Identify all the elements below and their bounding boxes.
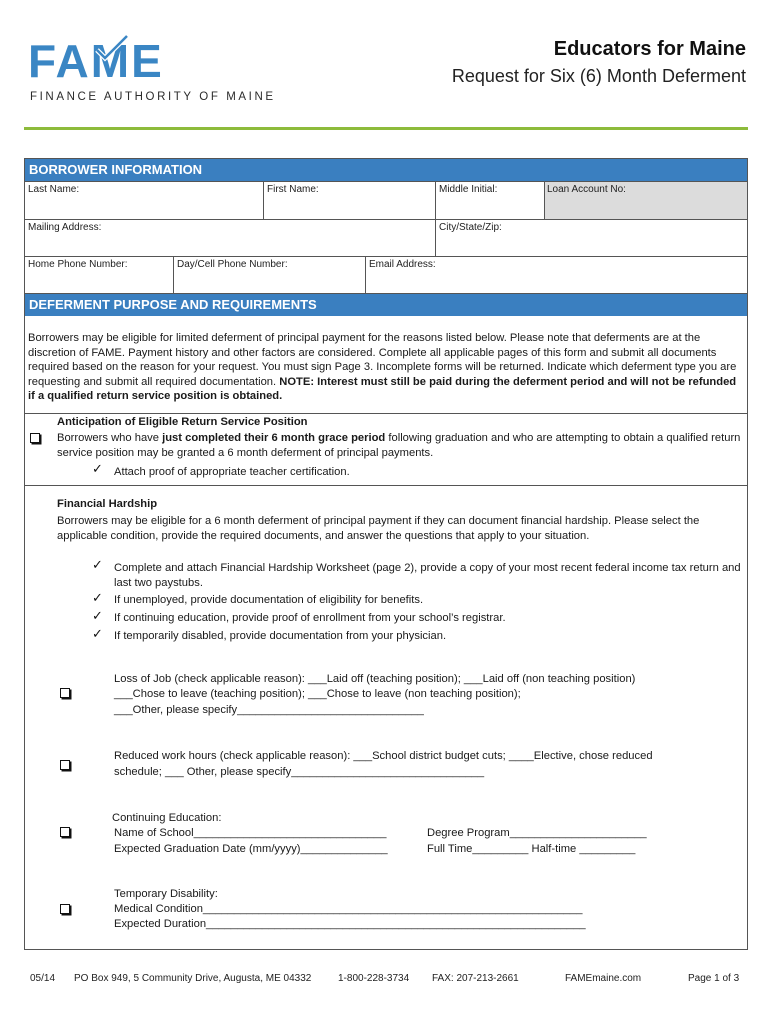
checkmark-icon: ✓	[92, 461, 103, 476]
hardship-requirement: If temporarily disabled, provide documentation from your physician.	[114, 630, 447, 642]
school-name-field[interactable]: Name of School_______________________________	[114, 827, 387, 839]
reduced-hours-checkbox[interactable]	[60, 760, 70, 770]
anticipation-text: Borrowers who have just completed their 6 month grace period following graduation and who are attempting to obtain a qualified return service position may be granted a 6 month deferment of principal payments.	[57, 432, 741, 459]
footer-address: PO Box 949, 5 Community Drive, Augusta, ME 04332	[74, 973, 312, 984]
loss-of-job-checkbox[interactable]	[60, 688, 70, 698]
anticipation-requirement: Attach proof of appropriate teacher certification.	[114, 466, 350, 478]
footer-phone: 1-800-228-3734	[338, 973, 410, 984]
hardship-requirement: If continuing education, provide proof of enrollment from your school’s registrar.	[114, 612, 506, 624]
cell-phone-field[interactable]: Day/Cell Phone Number:	[177, 259, 288, 270]
logo-wordmark: FAME	[28, 35, 164, 87]
city-state-zip-field[interactable]: City/State/Zip:	[439, 222, 502, 233]
reduced-hours-line[interactable]: schedule; ___ Other, please specify_______________________________	[114, 766, 485, 778]
deferment-intro: Borrowers may be eligible for limited deferment of principal payment for the reasons listed below. Please note that deferments are at the discretion of FAME. Payment history and other factors are considered. Complete all applicable pages of this form and submit all documents required based on the reason for your request. You must sign Page 3. Incomplete forms will be returned. Indicate which deferment type you are requesting and submit all required documentation. NOTE: Interest must still be paid during the deferment period and will not be refunded if a qualified return service position is obtained.	[28, 332, 737, 403]
form-date: 05/14	[30, 973, 56, 984]
medical-condition-field[interactable]: Medical Condition_____________________________________________________________	[114, 903, 583, 915]
home-phone-field[interactable]: Home Phone Number:	[28, 259, 128, 270]
anticipation-title: Anticipation of Eligible Return Service Position	[57, 416, 308, 428]
graduation-date-field[interactable]: Expected Graduation Date (mm/yyyy)______________	[114, 843, 388, 855]
logo-check-icon	[91, 34, 131, 64]
hardship-requirement: If unemployed, provide documentation of eligibility for benefits.	[114, 594, 424, 606]
header-divider	[24, 127, 748, 130]
enrollment-status-field[interactable]: Full Time_________ Half-time _________	[427, 843, 636, 855]
middle-initial-field[interactable]: Middle Initial:	[439, 184, 498, 195]
checkmark-icon: ✓	[92, 626, 103, 641]
hardship-requirement: Complete and attach Financial Hardship Worksheet (page 2), provide a copy of your most recent federal income tax return and last two paystubs.	[114, 562, 741, 589]
temporary-disability-checkbox[interactable]	[60, 904, 70, 914]
email-field[interactable]: Email Address:	[369, 259, 436, 270]
footer-website[interactable]: FAMEmaine.com	[565, 973, 642, 984]
disability-title: Temporary Disability:	[114, 888, 218, 900]
degree-program-field[interactable]: Degree Program______________________	[427, 827, 647, 839]
hardship-text: Borrowers may be eligible for a 6 month deferment of principal payment if they can document financial hardship. Please select the applicable condition, provide the required documents, and answer the questions that apply to your situation.	[57, 515, 700, 542]
borrower-section-heading: BORROWER INFORMATION	[25, 159, 747, 181]
logo-tagline: FINANCE AUTHORITY OF MAINE	[30, 91, 276, 103]
first-name-field[interactable]: First Name:	[267, 184, 319, 195]
mailing-address-field[interactable]: Mailing Address:	[28, 222, 102, 233]
fame-logo	[28, 35, 276, 108]
reduced-hours-line[interactable]: Reduced work hours (check applicable reason): ___School district budget cuts; ____Elective, chose reduced	[114, 750, 653, 762]
anticipation-checkbox[interactable]	[30, 433, 40, 443]
checkmark-icon: ✓	[92, 557, 103, 572]
footer-fax: FAX: 207-213-2661	[432, 973, 519, 984]
loss-of-job-line[interactable]: Loss of Job (check applicable reason): ___Laid off (teaching position); ___Laid off (non teaching position)	[114, 673, 636, 685]
form-frame	[24, 158, 748, 950]
loss-of-job-line[interactable]: ___Chose to leave (teaching position); ___Chose to leave (non teaching position);	[114, 688, 521, 700]
loan-account-field[interactable]: Loan Account No:	[547, 184, 626, 195]
last-name-field[interactable]: Last Name:	[28, 184, 80, 195]
education-title: Continuing Education:	[112, 812, 222, 824]
page-subtitle: Request for Six (6) Month Deferment	[451, 66, 746, 86]
expected-duration-field[interactable]: Expected Duration_____________________________________________________________	[114, 918, 586, 930]
loss-of-job-line[interactable]: ___Other, please specify______________________________	[114, 704, 424, 716]
checkmark-icon: ✓	[92, 608, 103, 623]
page-title: Educators for Maine	[553, 38, 746, 60]
deferment-section-heading: DEFERMENT PURPOSE AND REQUIREMENTS	[25, 294, 747, 316]
checkmark-icon: ✓	[92, 590, 103, 605]
continuing-education-checkbox[interactable]	[60, 827, 70, 837]
page-number: Page 1 of 3	[688, 973, 740, 984]
hardship-title: Financial Hardship	[57, 498, 158, 510]
